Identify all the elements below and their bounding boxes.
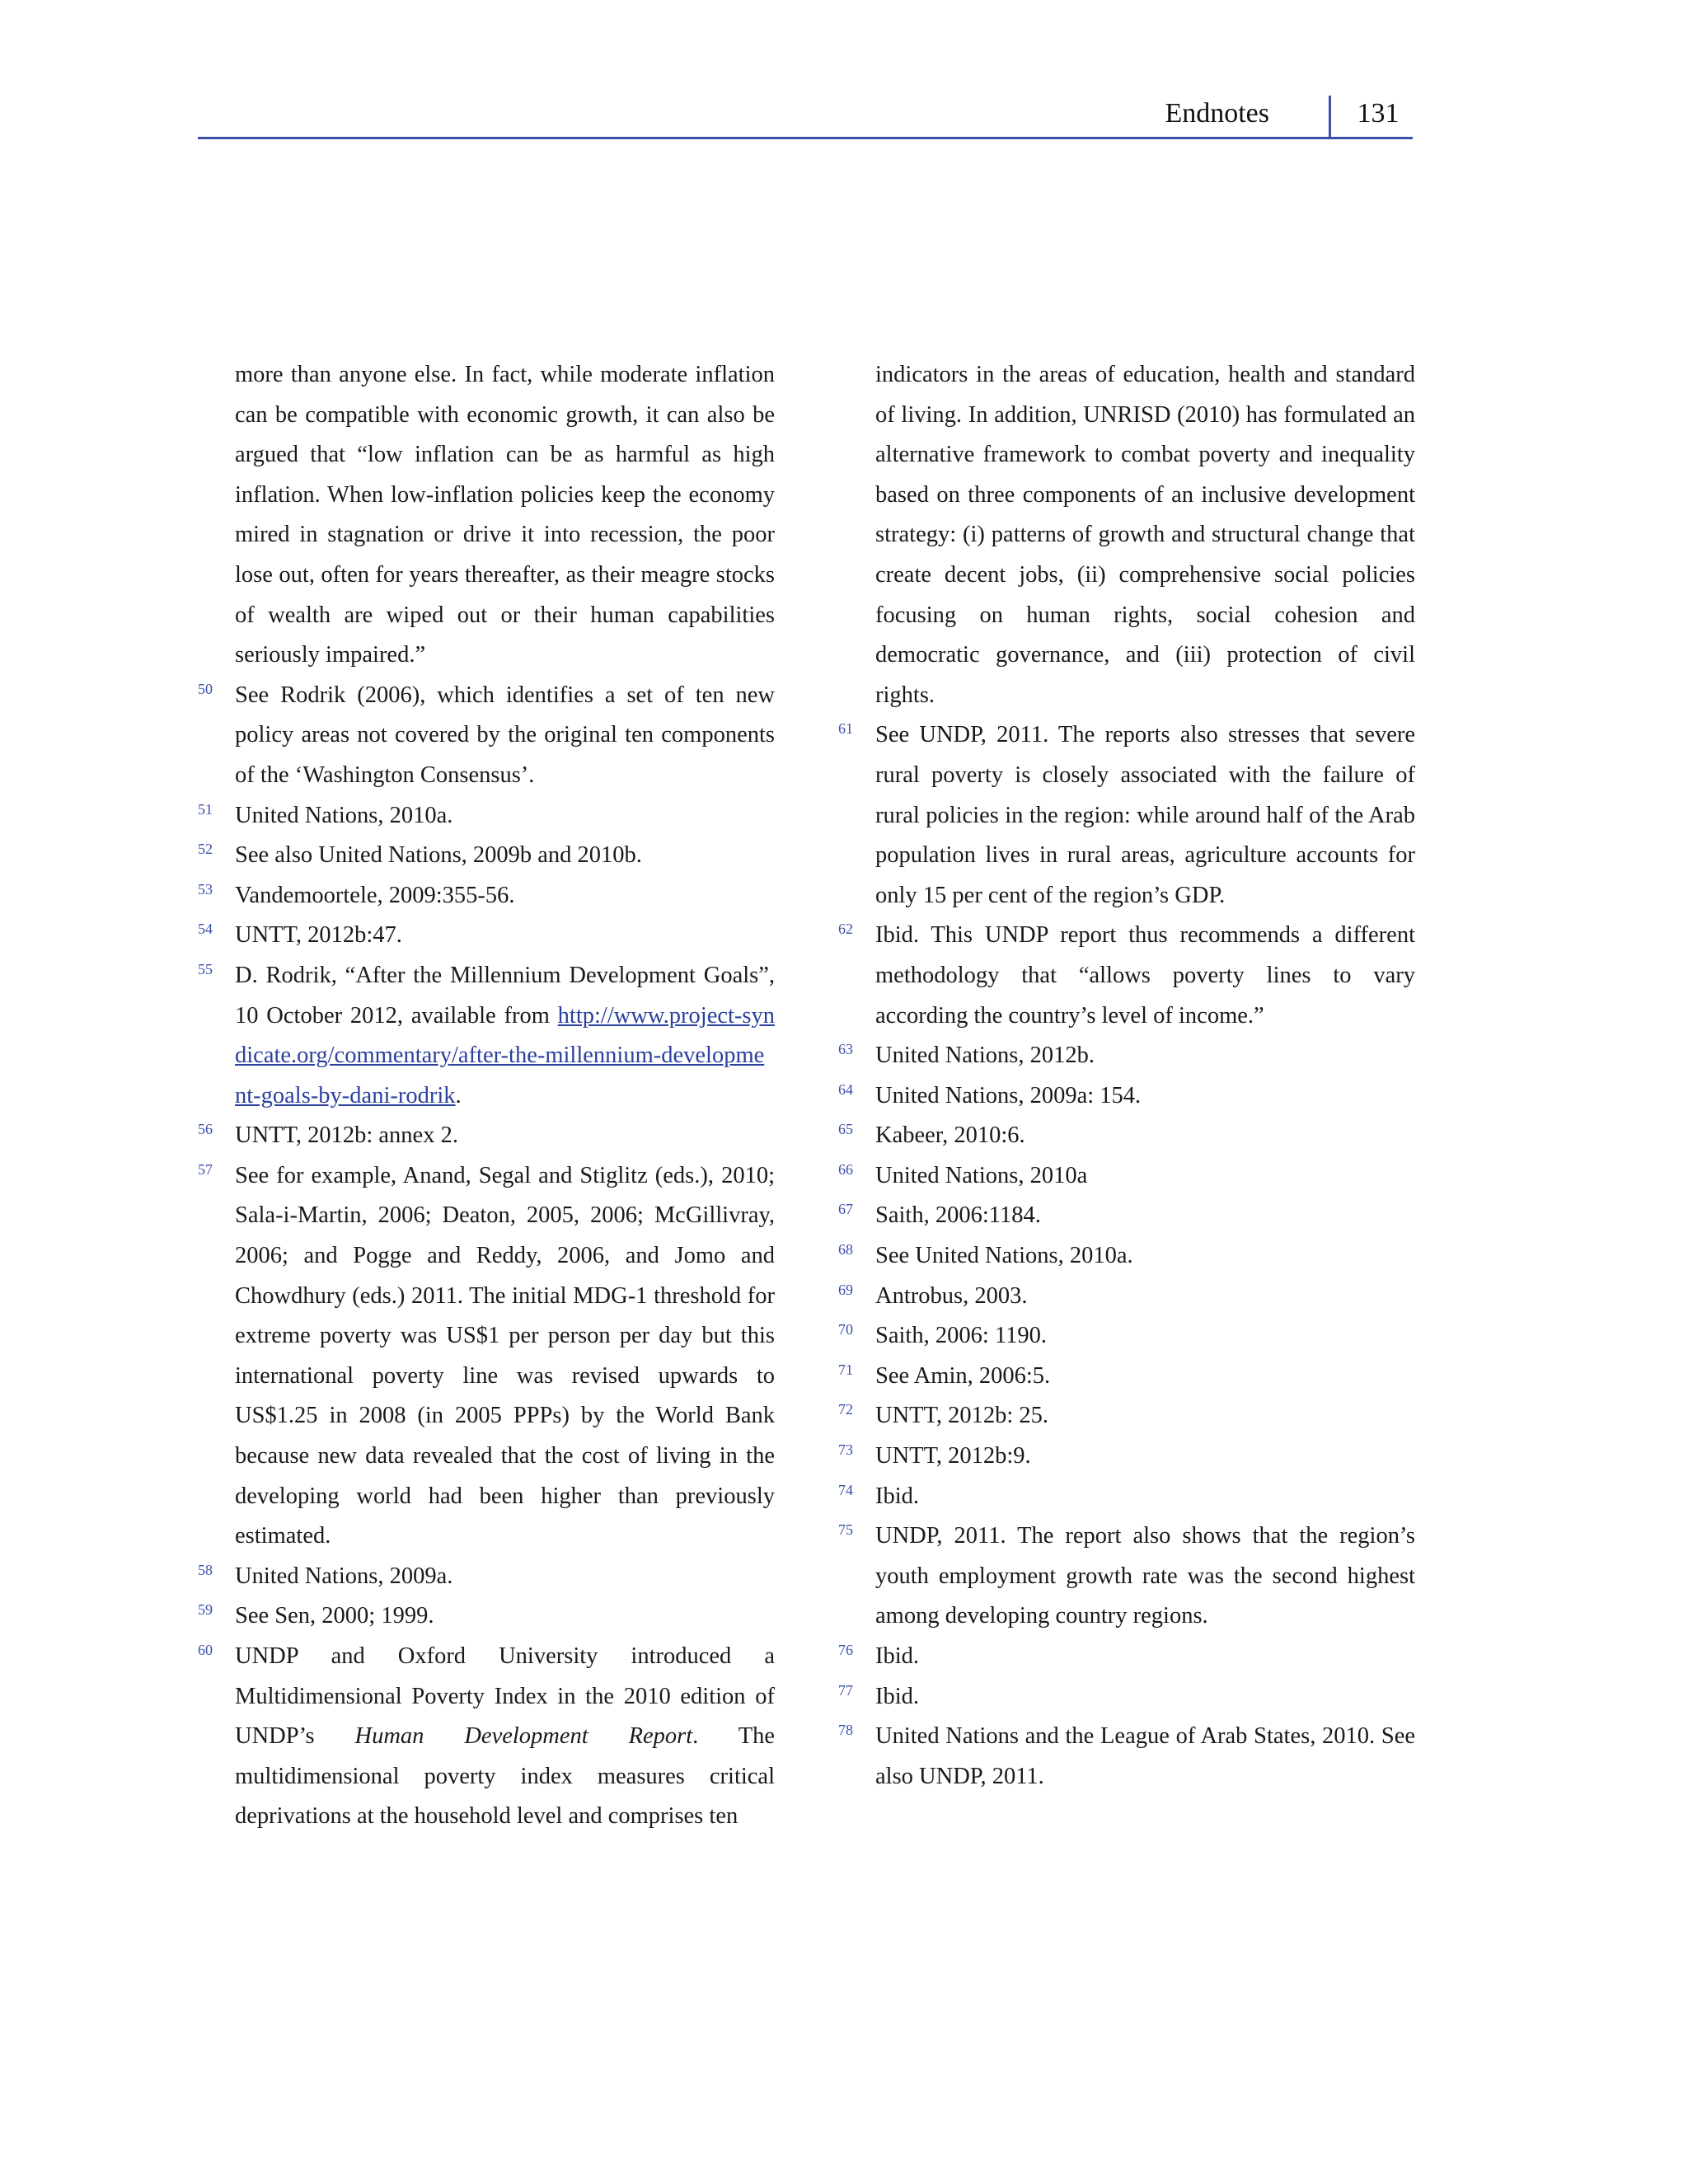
endnote-75: 75 UNDP, 2011. The report also shows that the region’s youth employment growth rate was the second highest among developing country regions.: [838, 1516, 1415, 1637]
endnote-51: 51 United Nations, 2010a.: [198, 796, 775, 837]
endnote-number: 73: [838, 1441, 853, 1459]
endnote-50: 50 See Rodrik (2006), which identifies a set of ten new policy areas not covered by the original ten components of the ‘Washington Consensus’.: [198, 676, 775, 796]
endnote-60: 60 UNDP and Oxford University introduced a Multidimensional Poverty Index in the 2010 edition of UNDP’s Human Development Report. The multidimensional poverty index measures critical deprivations at the household level and comprises ten: [198, 1637, 775, 1837]
endnote-59: 59 See Sen, 2000; 1999.: [198, 1596, 775, 1637]
endnote-continuation: more than anyone else. In fact, while moderate inflation can be compatible with economic growth, it can also be argued that “low inflation can be as harmful as high inflation. When low-inflation policies keep the economy mired in stagnation or drive it into recession, the poor lose out, often for years thereafter, as their meagre stocks of wealth are wiped out or their human capabilities seriously impaired.”: [235, 362, 775, 668]
endnote-63: 63 United Nations, 2012b.: [838, 1036, 1415, 1076]
endnote-number: 64: [838, 1080, 853, 1098]
endnote-number: 71: [838, 1361, 853, 1378]
endnote-74: 74 Ibid.: [838, 1477, 1415, 1517]
endnote-number: 59: [198, 1601, 213, 1619]
endnote-number: 54: [198, 921, 213, 938]
endnote-62: 62 Ibid. This UNDP report thus recommends a different methodology that “allows poverty lines to vary according the country’s level of income.”: [838, 916, 1415, 1036]
endnote-70: 70 Saith, 2006: 1190.: [838, 1316, 1415, 1357]
endnote-number: 51: [198, 800, 213, 818]
header-separator: [1329, 96, 1331, 138]
endnote-61: 61 See UNDP, 2011. The reports also stresses that severe rural poverty is closely associated with the failure of rural policies in the region: while around half of the Arab population lives in rural areas, agriculture accounts for only 15 per cent of the region’s GDP.: [838, 715, 1415, 916]
right-column: [838, 355, 1415, 1797]
running-header-title: Endnotes: [1165, 98, 1269, 129]
endnote-number: 55: [198, 960, 213, 977]
endnote-number: 74: [838, 1481, 853, 1498]
endnote-number: 77: [838, 1681, 853, 1699]
endnote-78: 78 United Nations and the League of Arab States, 2010. See also UNDP, 2011.: [838, 1717, 1415, 1797]
endnote-continuation: indicators in the areas of education, health and standard of living. In addition, UNRISD (2010) has formulated an alternative framework to combat poverty and inequality based on three components of an inclusive development strategy: (i) patterns of growth and structural change that create decent jobs, (ii) comprehensive social policies focusing on human rights, social cohesion and democratic governance, and (iii) protection of civil rights.: [875, 362, 1415, 708]
endnote-number: 58: [198, 1561, 213, 1578]
endnote-73: 73 UNTT, 2012b:9.: [838, 1436, 1415, 1477]
endnote-52: 52 See also United Nations, 2009b and 2010b.: [198, 836, 775, 876]
endnote-number: 63: [838, 1041, 853, 1058]
endnote-number: 61: [838, 720, 853, 738]
endnote-number: 62: [838, 921, 853, 938]
endnote-number: 52: [198, 841, 213, 858]
endnote-71: 71 See Amin, 2006:5.: [838, 1357, 1415, 1397]
endnote-number: 65: [838, 1121, 853, 1138]
endnote-number: 60: [198, 1642, 213, 1658]
endnote-number: 66: [838, 1160, 853, 1178]
endnote-56: 56 UNTT, 2012b: annex 2.: [198, 1116, 775, 1156]
endnote-64: 64 United Nations, 2009a: 154.: [838, 1076, 1415, 1117]
endnote-66: 66 United Nations, 2010a: [838, 1156, 1415, 1197]
endnote-67: 67 Saith, 2006:1184.: [838, 1196, 1415, 1236]
endnote-number: 67: [838, 1201, 853, 1218]
endnote-72: 72 UNTT, 2012b: 25.: [838, 1396, 1415, 1436]
endnote-58: 58 United Nations, 2009a.: [198, 1557, 775, 1597]
endnote-65: 65 Kabeer, 2010:6.: [838, 1116, 1415, 1156]
endnote-number: 69: [838, 1281, 853, 1298]
endnote-number: 70: [838, 1321, 853, 1338]
endnote-57: 57 See for example, Anand, Segal and Stiglitz (eds.), 2010; Sala-i-Martin, 2006; Deaton, 2005, 2006; McGillivray, 2006; and Pogge and Reddy, 2006, and Jomo and Chowdhury (eds.) 2011. The initial MDG-1 threshold for extreme poverty was US$1 per person per day but this international poverty line was revised upwards to US$1.25 in 2008 (in 2005 PPPs) by the World Bank because new data revealed that the cost of living in the developing world had been higher than previously estimated.: [198, 1156, 775, 1557]
endnote-number: 75: [838, 1521, 853, 1539]
page-number: 131: [1357, 98, 1400, 129]
endnote-number: 78: [838, 1722, 853, 1739]
endnote-53: 53 Vandemoortele, 2009:355-56.: [198, 876, 775, 916]
endnote-number: 53: [198, 880, 213, 898]
endnote-55: 55 D. Rodrik, “After the Millennium Development Goals”, 10 October 2012, available from http://www.project-syndicate.org/commentary/after-the-millennium-development-goals-by-dani-rodrik.: [198, 956, 775, 1116]
endnote-69: 69 Antrobus, 2003.: [838, 1277, 1415, 1317]
endnote-number: 57: [198, 1160, 213, 1178]
endnote-68: 68 See United Nations, 2010a.: [838, 1236, 1415, 1277]
endnote-77: 77 Ibid.: [838, 1677, 1415, 1718]
endnote-number: 56: [198, 1121, 213, 1138]
endnote-76: 76 Ibid.: [838, 1637, 1415, 1677]
endnote-number: 72: [838, 1401, 853, 1418]
endnote-54: 54 UNTT, 2012b:47.: [198, 916, 775, 956]
endnote-number: 68: [838, 1241, 853, 1258]
project-syndicate-link[interactable]: http://www.project-syndicate.org/commentary/after-the-millennium-development-goals-by-dani-rodrik: [235, 1002, 775, 1108]
endnote-number: 76: [838, 1642, 853, 1658]
endnote-number: 50: [198, 680, 213, 697]
left-column: [198, 355, 775, 1837]
header-rule: [198, 137, 1413, 139]
